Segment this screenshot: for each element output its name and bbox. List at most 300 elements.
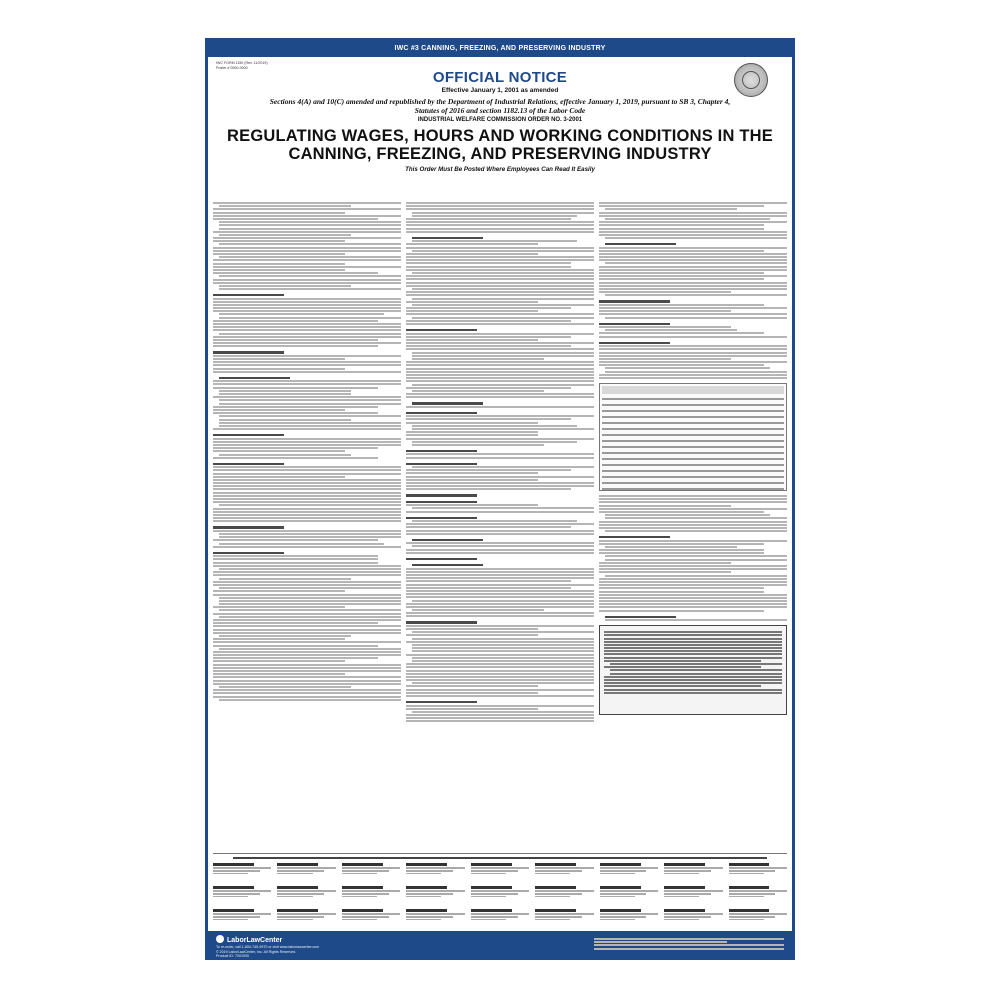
fine-print-line bbox=[406, 415, 594, 417]
fine-print-line bbox=[406, 253, 538, 255]
fine-print-line bbox=[605, 559, 787, 561]
poster-frame bbox=[205, 38, 795, 960]
fine-print-line bbox=[406, 320, 571, 322]
fine-print-line bbox=[406, 269, 594, 271]
fine-print-line bbox=[219, 504, 401, 506]
fine-print-line bbox=[406, 530, 594, 532]
table-row bbox=[602, 428, 784, 430]
fine-print-line bbox=[599, 272, 764, 274]
fine-print-line bbox=[412, 441, 577, 443]
fine-print-line bbox=[213, 520, 401, 522]
fine-print-line bbox=[412, 545, 594, 547]
fine-print-line bbox=[406, 374, 594, 376]
fine-print-line bbox=[406, 526, 571, 528]
fine-print-line bbox=[406, 262, 571, 264]
fine-print-line bbox=[599, 540, 787, 542]
fine-print-line bbox=[605, 218, 770, 220]
table-row bbox=[602, 398, 784, 400]
fine-print-line bbox=[213, 371, 401, 373]
fine-print-line bbox=[599, 291, 731, 293]
fine-print-line bbox=[406, 218, 571, 220]
fine-print-line bbox=[599, 345, 787, 347]
fine-print-line bbox=[219, 422, 401, 424]
fine-print-line bbox=[406, 259, 594, 261]
fine-print-line bbox=[599, 288, 787, 290]
fine-print-line bbox=[406, 224, 594, 226]
fine-print-line bbox=[213, 380, 401, 382]
fine-print-line bbox=[406, 549, 594, 551]
fine-print-line bbox=[599, 597, 787, 599]
office-entry bbox=[729, 886, 787, 906]
fine-print-line bbox=[213, 632, 401, 634]
fine-print-line bbox=[213, 412, 378, 414]
fine-print-line bbox=[213, 323, 401, 325]
fine-print-line bbox=[406, 310, 538, 312]
fine-print-line bbox=[219, 285, 351, 287]
title-line: CANNING, FREEZING, AND PRESERVING INDUSTRY bbox=[288, 145, 712, 163]
fine-print-line bbox=[604, 692, 782, 694]
fine-print-line bbox=[213, 539, 378, 541]
fine-print-line bbox=[594, 938, 784, 940]
fine-print-line bbox=[406, 431, 538, 433]
fine-print-line bbox=[219, 228, 401, 230]
fine-print-line bbox=[599, 247, 787, 249]
publisher-info-line: © 2019 LaborLawCenter, Inc. All Rights Reserved. bbox=[216, 949, 297, 954]
fine-print-line bbox=[412, 384, 594, 386]
publisher-info bbox=[216, 945, 319, 959]
office-entry bbox=[600, 863, 658, 883]
fine-print-line bbox=[599, 358, 731, 360]
fine-print-line bbox=[213, 250, 401, 252]
fine-print-line bbox=[219, 393, 351, 395]
fine-print-line bbox=[599, 221, 787, 223]
office-entry bbox=[664, 863, 722, 883]
fine-print-line bbox=[213, 272, 378, 274]
fine-print-line bbox=[406, 523, 594, 525]
fine-print-line bbox=[406, 606, 594, 608]
fine-print-line bbox=[412, 212, 594, 214]
fine-print-line bbox=[599, 562, 731, 564]
form-meta bbox=[216, 61, 268, 71]
fine-print-line bbox=[219, 403, 401, 405]
fine-print-line bbox=[406, 393, 594, 395]
fine-print-line bbox=[605, 367, 770, 369]
fine-print-line bbox=[604, 644, 782, 646]
table-row bbox=[602, 446, 784, 448]
fine-print-line bbox=[412, 507, 594, 509]
fine-print-line bbox=[406, 654, 594, 656]
office-entry bbox=[277, 863, 335, 883]
fine-print-line bbox=[599, 536, 670, 538]
fine-print-line bbox=[213, 364, 401, 366]
fine-print-line bbox=[406, 634, 538, 636]
fine-print-line bbox=[412, 288, 594, 290]
fine-print-line bbox=[599, 495, 787, 497]
fine-print-line bbox=[213, 444, 401, 446]
fine-print-line bbox=[599, 524, 787, 526]
minimum-wage-table bbox=[599, 383, 787, 491]
fine-print-line bbox=[406, 282, 594, 284]
poster-header bbox=[208, 57, 792, 203]
table-row bbox=[602, 482, 784, 484]
fine-print-line bbox=[213, 339, 378, 341]
fine-print-line bbox=[213, 657, 378, 659]
fine-print-line bbox=[213, 508, 401, 510]
fine-print-line bbox=[406, 701, 477, 703]
fine-print-line bbox=[406, 205, 594, 207]
fine-print-line bbox=[213, 450, 345, 452]
fine-print-line bbox=[406, 406, 594, 408]
fine-print-line bbox=[406, 329, 477, 331]
fine-print-line bbox=[213, 498, 401, 500]
fine-print-line bbox=[406, 577, 594, 579]
fine-print-line bbox=[406, 457, 594, 459]
fine-print-line bbox=[213, 683, 401, 685]
fine-print-line bbox=[599, 505, 731, 507]
fine-print-line bbox=[599, 259, 787, 261]
office-entry bbox=[600, 886, 658, 906]
fine-print-line bbox=[213, 441, 401, 443]
fine-print-line bbox=[604, 650, 782, 652]
fine-print-line bbox=[604, 666, 761, 668]
fine-print-line bbox=[213, 667, 401, 669]
fine-print-line bbox=[213, 514, 401, 516]
fine-print-line bbox=[406, 380, 594, 382]
poster-title bbox=[208, 127, 792, 163]
fine-print-line bbox=[406, 469, 571, 471]
fine-print-line bbox=[406, 717, 594, 719]
fine-print-line bbox=[213, 202, 401, 204]
fine-print-line bbox=[213, 310, 401, 312]
fine-print-line bbox=[599, 606, 787, 608]
office-entry bbox=[664, 909, 722, 929]
fine-print-line bbox=[213, 670, 401, 672]
fine-print-line bbox=[213, 237, 401, 239]
fine-print-line bbox=[604, 631, 782, 633]
fine-print-line bbox=[213, 613, 401, 615]
table-row bbox=[602, 476, 784, 478]
fine-print-line bbox=[219, 234, 351, 236]
fine-print-line bbox=[219, 243, 401, 245]
fine-print-line bbox=[604, 638, 782, 640]
fine-print-line bbox=[412, 657, 594, 659]
fine-print-line bbox=[599, 511, 764, 513]
fine-print-line bbox=[213, 660, 345, 662]
fine-print-line bbox=[219, 415, 401, 417]
regulation-body bbox=[213, 201, 787, 851]
fine-print-line bbox=[219, 256, 401, 258]
fine-print-line bbox=[599, 212, 787, 214]
fine-print-line bbox=[412, 298, 594, 300]
office-entry bbox=[277, 886, 335, 906]
column-3-text-middle bbox=[599, 495, 787, 621]
fine-print-line bbox=[213, 329, 401, 331]
fine-print-line bbox=[213, 358, 345, 360]
fine-print-line bbox=[599, 508, 787, 510]
fine-print-line bbox=[406, 615, 594, 617]
fine-print-line bbox=[406, 463, 477, 465]
fine-print-line bbox=[610, 669, 782, 671]
fine-print-line bbox=[412, 711, 594, 713]
fine-print-line bbox=[213, 269, 345, 271]
table-row bbox=[602, 404, 784, 406]
logo-mark-icon bbox=[216, 935, 224, 943]
state-seal-icon bbox=[734, 63, 768, 97]
fine-print-line bbox=[406, 714, 594, 716]
fine-print-line bbox=[213, 298, 401, 300]
complaint-notice-box bbox=[599, 625, 787, 715]
fine-print-line bbox=[599, 578, 787, 580]
fine-print-line bbox=[406, 488, 571, 490]
fine-print-line bbox=[406, 348, 594, 350]
office-entry bbox=[664, 886, 722, 906]
fine-print-line bbox=[219, 454, 351, 456]
fine-print-line bbox=[599, 527, 787, 529]
fine-print-line bbox=[219, 543, 384, 545]
fine-print-line bbox=[219, 600, 401, 602]
fine-print-line bbox=[406, 542, 594, 544]
fine-print-line bbox=[406, 695, 594, 697]
fine-print-line bbox=[604, 634, 782, 636]
fine-print-line bbox=[406, 434, 538, 436]
fine-print-line bbox=[406, 494, 477, 496]
table-row bbox=[602, 416, 784, 418]
fine-print-line bbox=[213, 654, 401, 656]
fine-print-line bbox=[604, 653, 782, 655]
fine-print-line bbox=[599, 275, 787, 277]
fine-print-line bbox=[406, 364, 594, 366]
fine-print-line bbox=[604, 682, 782, 684]
fine-print-line bbox=[219, 288, 401, 290]
fine-print-line bbox=[406, 377, 594, 379]
fine-print-line bbox=[213, 501, 401, 503]
fine-print-line bbox=[213, 342, 401, 344]
fine-print-line bbox=[599, 549, 764, 551]
poster-top-band: IWC #3 CANNING, FREEZING, AND PRESERVING INDUSTRY bbox=[208, 41, 792, 57]
fine-print-line bbox=[213, 571, 401, 573]
fine-print-line bbox=[213, 673, 345, 675]
fine-print-line bbox=[406, 511, 594, 513]
fine-print-line bbox=[412, 466, 594, 468]
fine-print-line bbox=[599, 377, 787, 379]
fine-print-line bbox=[406, 621, 477, 623]
fine-print-line bbox=[219, 699, 401, 701]
fine-print-line bbox=[406, 285, 594, 287]
fine-print-line bbox=[412, 660, 594, 662]
fine-print-line bbox=[406, 301, 538, 303]
fine-print-line bbox=[599, 603, 787, 605]
fine-print-line bbox=[599, 610, 764, 612]
fine-print-line bbox=[213, 409, 345, 411]
fine-print-line bbox=[599, 501, 787, 503]
fine-print-line bbox=[219, 425, 401, 427]
fine-print-line bbox=[599, 336, 787, 338]
table-row bbox=[602, 440, 784, 442]
fine-print-line bbox=[219, 313, 384, 315]
office-grid bbox=[213, 863, 787, 929]
fine-print-line bbox=[406, 336, 571, 338]
fine-print-line bbox=[406, 479, 538, 481]
fine-print-line bbox=[406, 580, 571, 582]
fine-print-line bbox=[599, 348, 787, 350]
fine-print-line bbox=[406, 266, 571, 268]
publisher-info-line: Product ID: 7001930 bbox=[216, 954, 249, 958]
fine-print-line bbox=[605, 243, 676, 245]
fine-print-line bbox=[213, 406, 378, 408]
fine-print-line bbox=[406, 361, 594, 363]
fine-print-line bbox=[213, 590, 345, 592]
fine-print-line bbox=[412, 355, 594, 357]
fine-print-line bbox=[213, 208, 401, 210]
fine-print-line bbox=[604, 679, 782, 681]
fine-print-line bbox=[406, 333, 594, 335]
fine-print-line bbox=[219, 597, 401, 599]
fine-print-line bbox=[599, 352, 787, 354]
fine-print-line bbox=[406, 243, 538, 245]
office-entry bbox=[535, 909, 593, 929]
column-3-text-top bbox=[599, 202, 787, 379]
fine-print-line bbox=[599, 587, 764, 589]
fine-print-line bbox=[213, 428, 401, 430]
fine-print-line bbox=[213, 301, 401, 303]
fine-print-line bbox=[213, 279, 401, 281]
fine-print-line bbox=[213, 336, 401, 338]
fine-print-line bbox=[604, 685, 761, 687]
fine-print-line bbox=[219, 603, 401, 605]
fine-print-line bbox=[213, 383, 401, 385]
table-row bbox=[602, 434, 784, 436]
fine-print-line bbox=[599, 234, 787, 236]
fine-print-line bbox=[406, 685, 538, 687]
fine-print-line bbox=[406, 590, 594, 592]
fine-print-line bbox=[213, 361, 401, 363]
fine-print-line bbox=[406, 552, 594, 554]
fine-print-line bbox=[213, 495, 401, 497]
fine-print-line bbox=[412, 317, 594, 319]
fine-print-line bbox=[213, 546, 401, 548]
fine-print-line bbox=[605, 371, 787, 373]
fine-print-line bbox=[213, 447, 378, 449]
table-row bbox=[602, 470, 784, 472]
office-entry bbox=[342, 886, 400, 906]
fine-print-line bbox=[406, 368, 594, 370]
fine-print-line bbox=[406, 666, 594, 668]
fine-print-line bbox=[219, 635, 351, 637]
fine-print-line bbox=[599, 256, 787, 258]
fine-print-line bbox=[406, 221, 594, 223]
fine-print-line bbox=[213, 231, 401, 233]
publisher-info-line: To re-order, call 1-800-745-9970 or visit www.laborlawcenter.com bbox=[216, 945, 320, 949]
fine-print-line bbox=[406, 450, 477, 452]
fine-print-line bbox=[406, 676, 594, 678]
fine-print-line bbox=[599, 253, 787, 255]
fine-print-line bbox=[594, 944, 784, 946]
fine-print-line bbox=[406, 689, 594, 691]
fine-print-line bbox=[219, 317, 401, 319]
order-number: INDUSTRIAL WELFARE COMMISSION ORDER NO. 3-2001 bbox=[417, 117, 583, 123]
fine-print-line bbox=[406, 625, 594, 627]
table-row bbox=[602, 452, 784, 454]
office-entry bbox=[213, 886, 271, 906]
fine-print-line bbox=[213, 594, 401, 596]
form-meta-line: IWC FORM 1150 (Rev. 11/2019) bbox=[216, 61, 268, 65]
fine-print-line bbox=[213, 466, 401, 468]
fine-print-line bbox=[599, 266, 787, 268]
fine-print-line bbox=[599, 543, 764, 545]
fine-print-line bbox=[406, 345, 571, 347]
fine-print-line bbox=[213, 530, 401, 532]
fine-print-line bbox=[213, 584, 401, 586]
fine-print-line bbox=[213, 645, 378, 647]
offices-heading bbox=[233, 857, 767, 859]
fine-print-line bbox=[406, 568, 594, 570]
fine-print-line bbox=[213, 247, 401, 249]
fine-print-line bbox=[599, 205, 764, 207]
fine-print-line bbox=[599, 313, 787, 315]
fine-print-line bbox=[406, 596, 594, 598]
fine-print-line bbox=[599, 364, 764, 366]
fine-print-line bbox=[599, 304, 764, 306]
fine-print-line bbox=[406, 720, 594, 722]
fine-print-line bbox=[406, 422, 538, 424]
fine-print-line bbox=[213, 438, 401, 440]
fine-print-line bbox=[406, 342, 594, 344]
fine-print-line bbox=[406, 323, 594, 325]
text-column-3 bbox=[599, 201, 787, 851]
fine-print-line bbox=[213, 485, 401, 487]
fine-print-line bbox=[412, 390, 544, 392]
fine-print-line bbox=[213, 574, 401, 576]
fine-print-line bbox=[599, 282, 787, 284]
fine-print-line bbox=[213, 253, 345, 255]
fine-print-line bbox=[406, 476, 594, 478]
fine-print-line bbox=[406, 228, 594, 230]
fine-print-line bbox=[605, 619, 787, 621]
fine-print-line bbox=[213, 469, 401, 471]
fine-print-line bbox=[406, 692, 538, 694]
fine-print-line bbox=[406, 641, 594, 643]
fine-print-line bbox=[599, 355, 787, 357]
fine-print-line bbox=[213, 345, 378, 347]
fine-print-line bbox=[406, 533, 594, 535]
fine-print-line bbox=[213, 473, 401, 475]
fine-print-line bbox=[605, 555, 787, 557]
fine-print-line bbox=[406, 663, 594, 665]
table-row bbox=[602, 464, 784, 466]
office-entry bbox=[342, 909, 400, 929]
fine-print-line bbox=[219, 224, 401, 226]
fine-print-line bbox=[412, 215, 577, 217]
fine-print-line bbox=[599, 571, 731, 573]
fine-print-line bbox=[213, 266, 401, 268]
fine-print-line bbox=[219, 578, 351, 580]
office-entry bbox=[729, 863, 787, 883]
fine-print-line bbox=[594, 948, 784, 950]
fine-print-line bbox=[599, 269, 787, 271]
fine-print-line bbox=[406, 612, 594, 614]
fine-print-line bbox=[213, 692, 401, 694]
fine-print-line bbox=[605, 530, 787, 532]
fine-print-line bbox=[599, 591, 764, 593]
fine-print-line bbox=[219, 390, 351, 392]
fine-print-line bbox=[406, 412, 477, 414]
fine-print-line bbox=[219, 648, 401, 650]
fine-print-line bbox=[213, 511, 401, 513]
fine-print-line bbox=[599, 307, 787, 309]
fine-print-line bbox=[213, 482, 401, 484]
table-row bbox=[602, 488, 784, 490]
fine-print-line bbox=[213, 641, 401, 643]
